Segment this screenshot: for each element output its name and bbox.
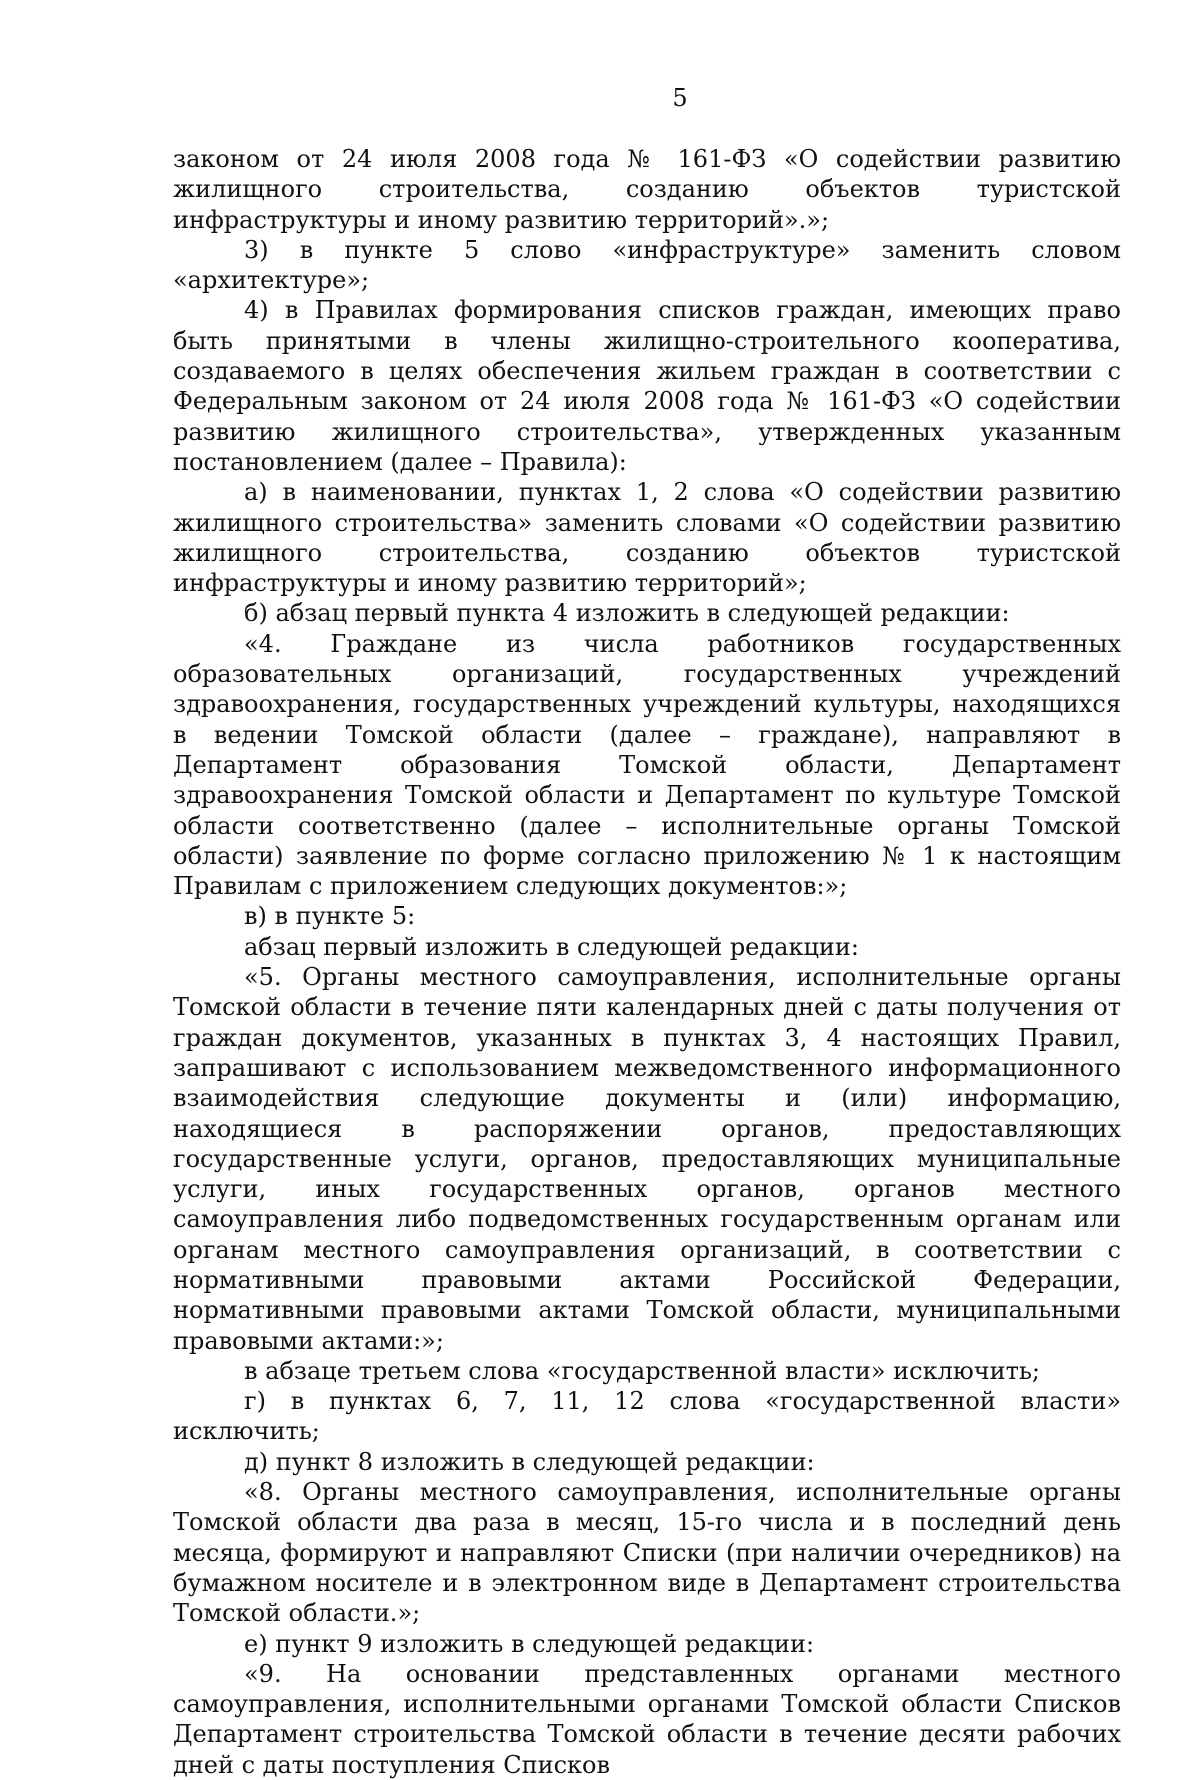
paragraph-point-9-text: «9. На основании представленных органами местного самоуправления, исполнительными органами Томской области Списков Департамент строительства Томской области в течение десяти рабочих дней с даты поступления Списков [173,1659,1121,1779]
paragraph-subitem-a: а) в наименовании, пунктах 1, 2 слова «О содействии развитию жилищного строительства» заменить словами «О содействии развитию жилищного строительства, созданию объектов туристской инфраструктуры и иному развитию территорий»; [173,478,1121,598]
paragraph-point-8-text: «8. Органы местного самоуправления, исполнительные органы Томской области два раза в месяц, 15-го числа и в последний день месяца, формируют и направляют Списки (при наличии очередников) на бумажном носителе и в электронном виде в Департамент строительства Томской области.»; [173,1478,1121,1628]
paragraph-item-4: 4) в Правилах формирования списков граждан, имеющих право быть принятыми в члены жилищно-строительного кооператива, создаваемого в целях обеспечения жильем граждан в соответствии с Федеральным законом от 24 июля 2008 года № 161-ФЗ «О содействии развитию жилищного строительства», утвержденных указанным постановлением (далее – Правила): [173,296,1121,476]
paragraph-subitem-v: в) в пункте 5: [244,902,416,931]
paragraph-continuation: законом от 24 июля 2008 года № 161-ФЗ «О содействии развитию жилищного строительства, созданию объектов туристской инфраструктуры и иному развитию территорий».»; [173,145,1121,234]
paragraph-first-abzac: абзац первый изложить в следующей редакции: [244,932,859,961]
document-body [173,144,1121,1780]
page-number: 5 [672,84,688,112]
paragraph-item-3: 3) в пункте 5 слово «инфраструктуре» заменить словом «архитектуре»; [173,235,1121,295]
paragraph-point-5-text: «5. Органы местного самоуправления, исполнительные органы Томской области в течение пяти календарных дней с даты получения от граждан документов, указанных в пунктах 3, 4 настоящих Правил, запрашивают с использованием межведомственного информационного взаимодействия следующие документы и (или) информацию, находящиеся в распоряжении органов, предоставляющих государственные услуги, органов, предоставляющих муниципальные услуги, иных государственных органов, органов местного самоуправления либо подведомственных государственным органам или органам местного самоуправления организаций, в соответствии с нормативными правовыми актами Российской Федерации, нормативными правовыми актами Томской области, муниципальными правовыми актами:»; [173,963,1121,1355]
paragraph-subitem-g: г) в пунктах 6, 7, 11, 12 слова «государственной власти» исключить; [173,1387,1121,1446]
paragraph-subitem-e: е) пункт 9 изложить в следующей редакции: [244,1629,815,1658]
paragraph-subitem-d: д) пункт 8 изложить в следующей редакции: [244,1447,815,1476]
paragraph-point-4-text: «4. Граждане из числа работников государственных образовательных организаций, государственных учреждений здравоохранения, государственных учреждений культуры, находящихся в ведении Томской области (далее – граждане), направляют в Департамент образования Томской области, Департамент здравоохранения Томской области и Департамент по культуре Томской области соответственно (далее – исполнительные органы Томской области) заявление по форме согласно приложению № 1 к настоящим Правилам с приложением следующих документов:»; [173,629,1121,901]
paragraph-subitem-b: б) абзац первый пункта 4 изложить в следующей редакции: [244,599,1010,628]
paragraph-third-abzac: в абзаце третьем слова «государственной власти» исключить; [244,1356,1041,1385]
